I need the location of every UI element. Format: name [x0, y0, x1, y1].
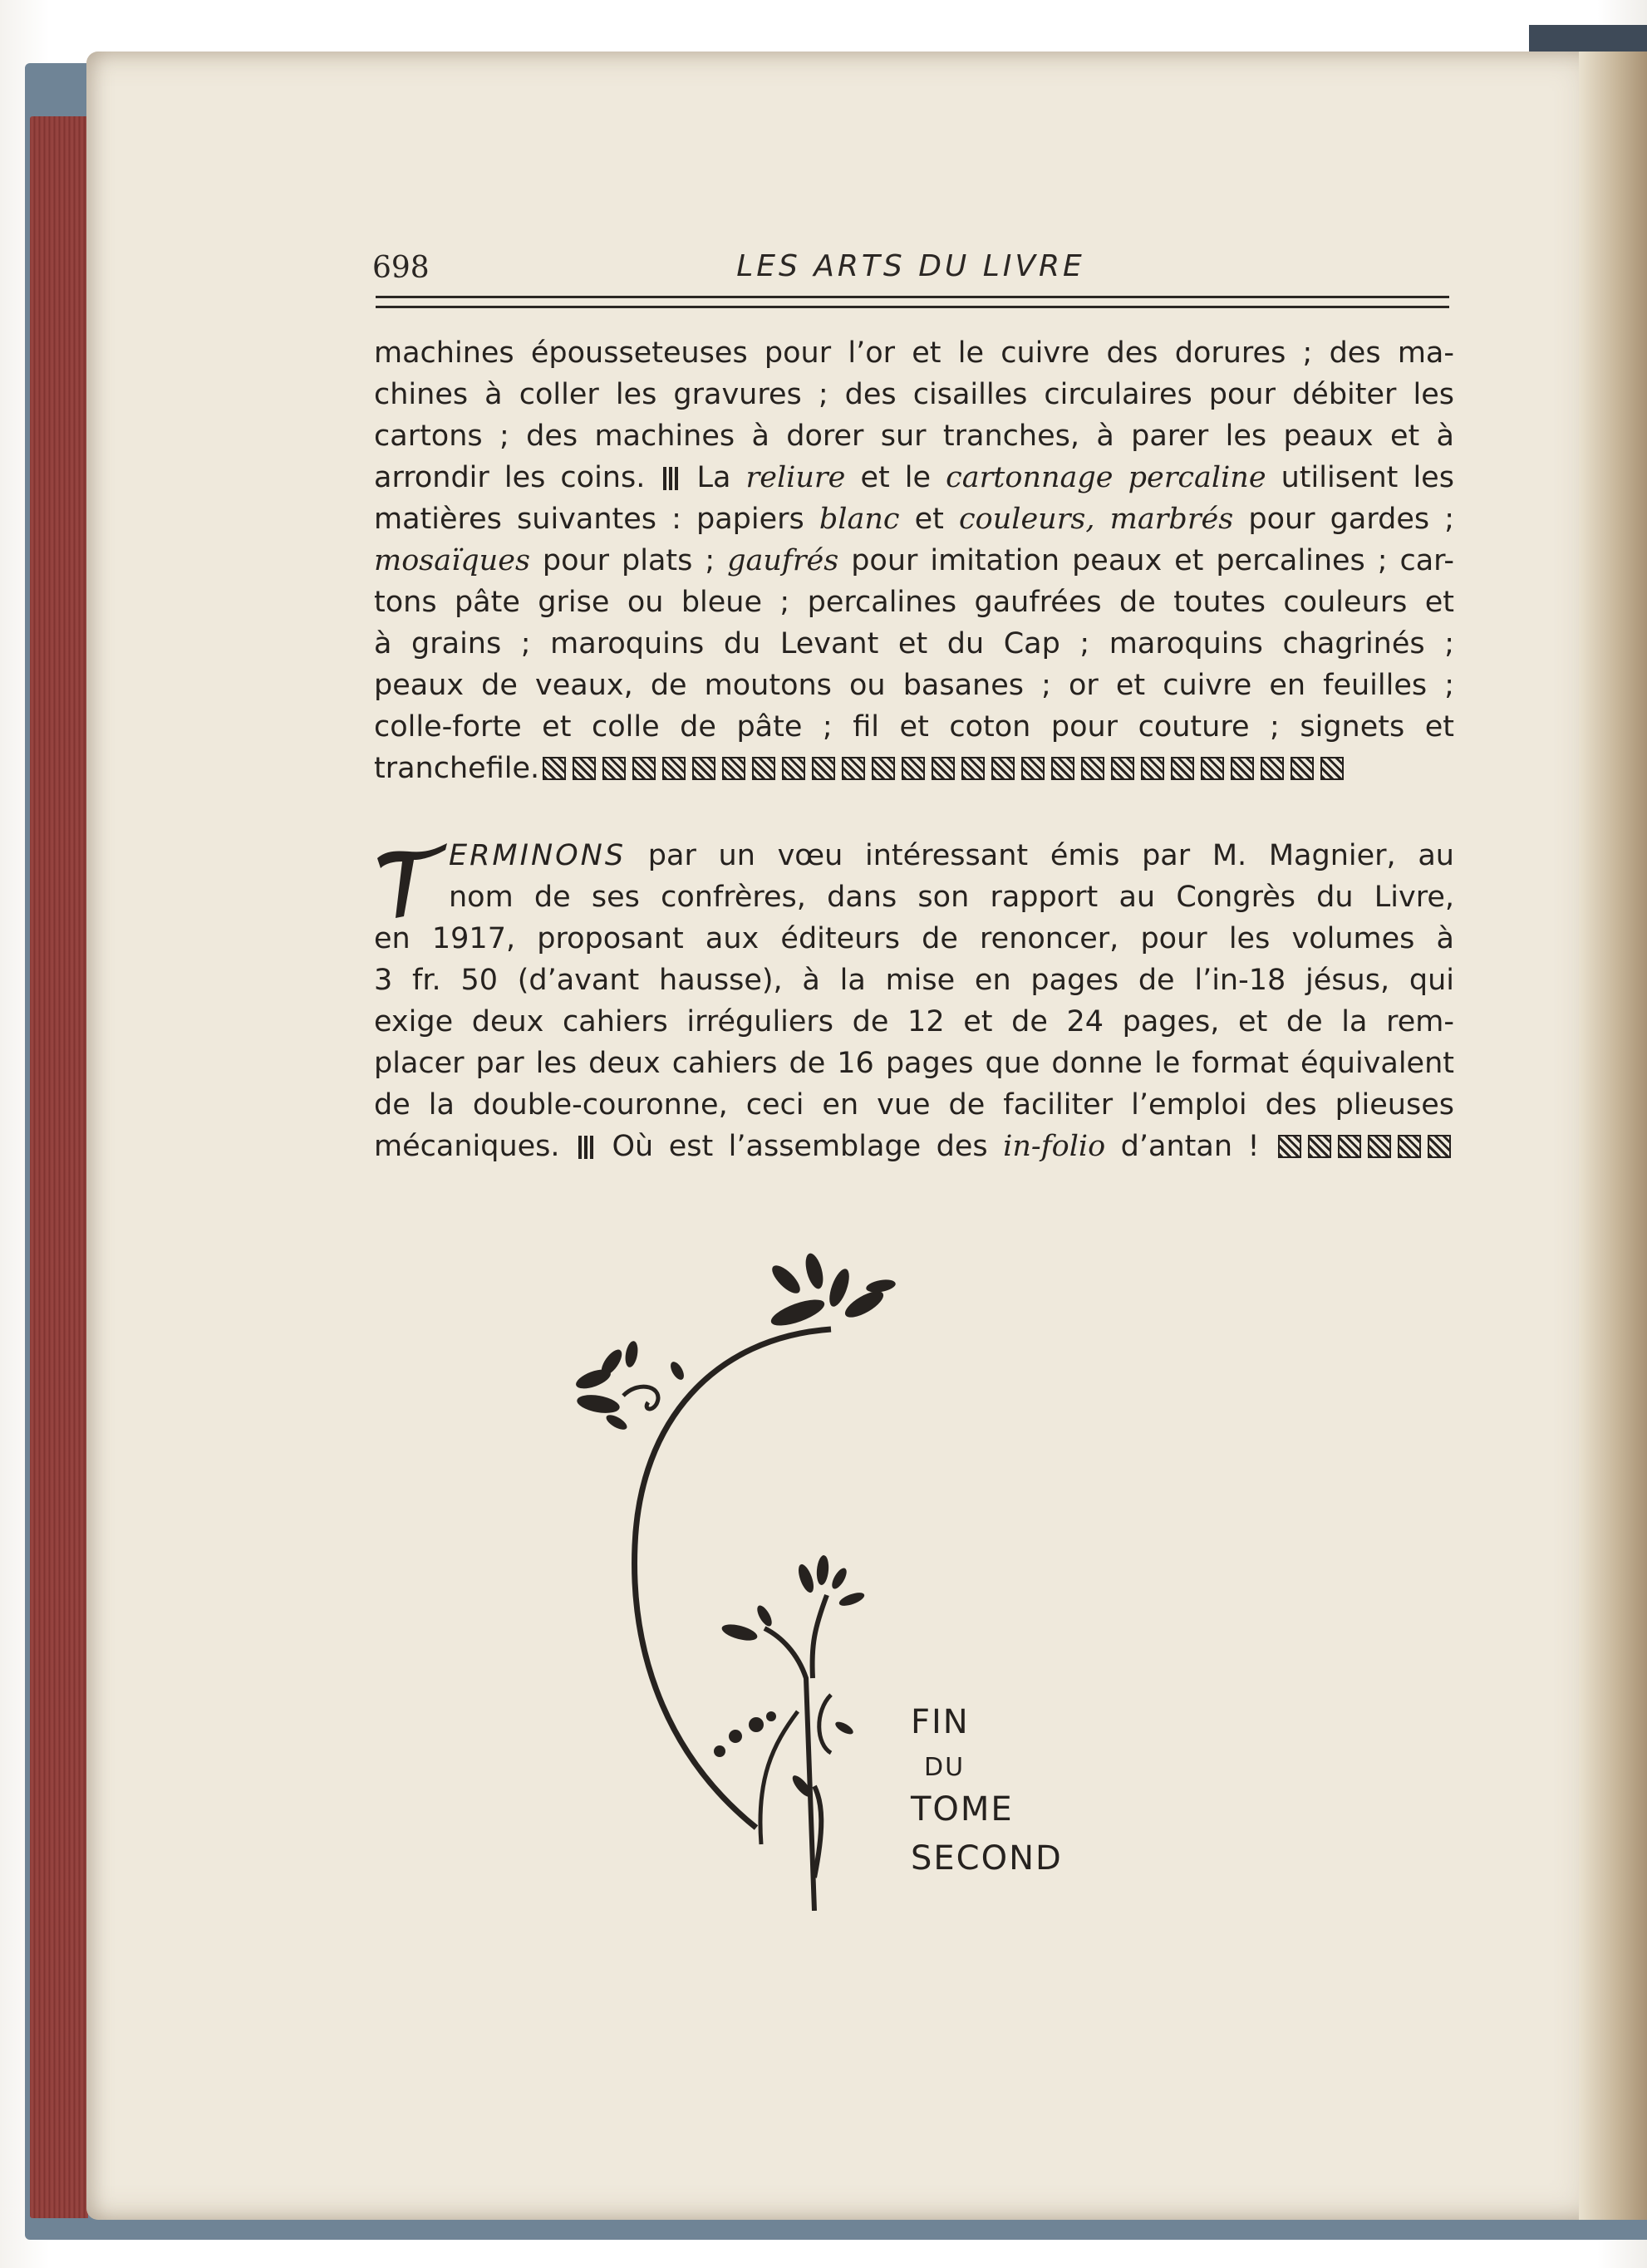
square-ornament-icon	[1051, 757, 1074, 780]
text-segment: mécaniques.	[374, 1130, 560, 1163]
colophon-tome: TOME	[911, 1790, 1014, 1829]
square-ornament-icon	[1368, 1135, 1391, 1158]
italic-term: couleurs, marbrés	[959, 503, 1234, 536]
text-segment: pour plats ;	[542, 544, 715, 577]
square-ornament-icon	[602, 757, 626, 780]
text-segment: matières suivantes : papiers	[374, 503, 804, 536]
page-number: 698	[372, 251, 430, 285]
square-ornament-icon	[842, 757, 865, 780]
italic-term: mosaïques	[374, 544, 530, 577]
pilcrow-ornament-icon	[663, 467, 678, 490]
text-line: peaux de veaux, de moutons ou basanes ; or et cuivre en feuilles ;	[374, 669, 1454, 702]
text-line	[374, 540, 1454, 582]
header-rule-line	[376, 306, 1449, 308]
square-ornament-icon	[543, 757, 566, 780]
square-ornament-icon	[1308, 1135, 1331, 1158]
page-edges	[30, 116, 88, 2218]
text-line	[374, 498, 1454, 540]
square-ornament-icon	[573, 757, 596, 780]
square-ornament-icon	[692, 757, 715, 780]
italic-term: reliure	[745, 461, 846, 494]
square-ornament-icon	[1398, 1135, 1421, 1158]
square-ornament-icon	[902, 757, 925, 780]
italic-term: blanc	[819, 503, 900, 536]
square-ornament-icon	[722, 757, 745, 780]
square-ornament-icon	[1261, 757, 1284, 780]
square-ornament-icon	[872, 757, 895, 780]
text-line: machines épousseteuses pour l’or et le cuivre des dorures ; des ma-	[374, 336, 1454, 370]
ornament-row	[1275, 1130, 1454, 1163]
text-segment: pour gardes ;	[1248, 503, 1454, 536]
text-line: colle-forte et colle de pâte ; fil et coton pour couture ; signets et	[374, 710, 1454, 744]
square-ornament-icon	[932, 757, 955, 780]
text-segment: et	[914, 503, 944, 536]
square-ornament-icon	[752, 757, 775, 780]
text-segment: par un vœu intéressant émis par M. Magnier, au	[647, 839, 1454, 872]
running-head	[372, 249, 1449, 291]
lead-word: ERMINONS	[449, 839, 627, 872]
text-line	[374, 1126, 1454, 1167]
square-ornament-icon	[632, 757, 656, 780]
text-line: tons pâte grise ou bleue ; percalines gaufrées de toutes couleurs et	[374, 586, 1454, 619]
square-ornament-icon	[1231, 757, 1254, 780]
text-line: à grains ; maroquins du Levant et du Cap ; maroquins chagrinés ;	[374, 627, 1454, 660]
square-ornament-icon	[1320, 757, 1344, 780]
square-ornament-icon	[1111, 757, 1134, 780]
pilcrow-ornament-icon	[578, 1136, 593, 1159]
text-segment: utilisent les	[1281, 461, 1454, 494]
square-ornament-icon	[1338, 1135, 1361, 1158]
text-segment: Où est l’assemblage des	[612, 1130, 988, 1163]
running-title: LES ARTS DU LIVRE	[736, 249, 1085, 283]
text-segment: tranchefile.	[374, 752, 540, 785]
text-line: chines à coller les gravures ; des cisailles circulaires pour débiter les	[374, 378, 1454, 411]
square-ornament-icon	[1291, 757, 1314, 780]
square-ornament-icon	[812, 757, 835, 780]
text-segment: arrondir les coins.	[374, 461, 646, 494]
text-line: 3 fr. 50 (d’avant hausse), à la mise en pages de l’in-18 jésus, qui	[374, 964, 1454, 997]
header-rule-line	[376, 296, 1449, 298]
colophon-du: DU	[924, 1753, 966, 1782]
text-line: placer par les deux cahiers de 16 pages que donne le format équivalent	[374, 1047, 1454, 1080]
text-line: exige deux cahiers irréguliers de 12 et de 24 pages, et de la rem-	[374, 1005, 1454, 1038]
text-line: nom de ses confrères, dans son rapport au Congrès du Livre,	[449, 881, 1454, 914]
text-line	[374, 835, 1454, 876]
text-segment: pour imitation peaux et percalines ; car-	[851, 544, 1454, 577]
text-line: cartons ; des machines à dorer sur tranches, à parer les peaux et à	[374, 420, 1454, 453]
italic-term: cartonnage percaline	[946, 461, 1266, 494]
drop-cap-t-icon	[374, 840, 449, 923]
paragraph-1	[374, 332, 1454, 789]
square-ornament-icon	[961, 757, 985, 780]
text-segment: et le	[860, 461, 932, 494]
page-gutter	[1579, 52, 1647, 2220]
square-ornament-icon	[1201, 757, 1224, 780]
header-rule	[376, 296, 1449, 312]
colophon-fin: FIN	[911, 1703, 970, 1741]
italic-term: gaufrés	[727, 544, 839, 577]
text-segment: d’antan !	[1120, 1130, 1260, 1163]
square-ornament-icon	[1021, 757, 1045, 780]
italic-term: in-folio	[1003, 1130, 1106, 1163]
square-ornament-icon	[1141, 757, 1164, 780]
square-ornament-icon	[1081, 757, 1104, 780]
text-line: de la double-couronne, ceci en vue de faciliter l’emploi des plieuses	[374, 1088, 1454, 1122]
square-ornament-icon	[1171, 757, 1194, 780]
text-line	[374, 748, 1454, 789]
text-line: en 1917, proposant aux éditeurs de renoncer, pour les volumes à	[374, 922, 1454, 955]
square-ornament-icon	[662, 757, 686, 780]
square-ornament-icon	[1278, 1135, 1301, 1158]
square-ornament-icon	[782, 757, 805, 780]
ornament-row	[539, 752, 1347, 785]
colophon-second: SECOND	[911, 1839, 1063, 1878]
text-segment: La	[696, 461, 731, 494]
text-line	[374, 457, 1454, 498]
paragraph-2	[374, 835, 1454, 1167]
square-ornament-icon	[991, 757, 1015, 780]
square-ornament-icon	[1428, 1135, 1451, 1158]
